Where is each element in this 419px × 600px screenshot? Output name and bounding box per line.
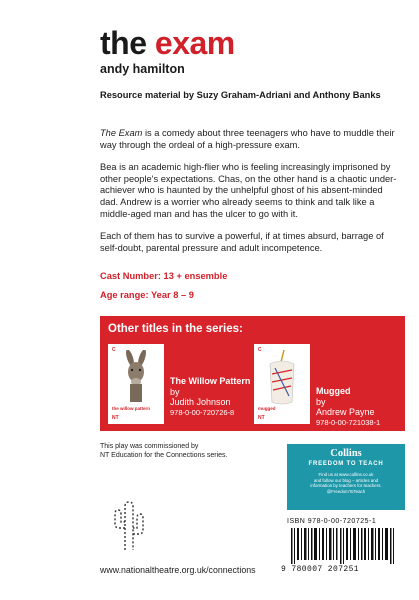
- willow-pattern-cover-title: the willow pattern: [112, 406, 151, 411]
- collins-info-line-4: @FreedomToTeach: [326, 488, 366, 494]
- mugged-cover-title: mugged: [258, 406, 276, 411]
- nt-cactus-logo-icon: [111, 500, 147, 552]
- commission-note: [100, 442, 228, 460]
- nt-logo: NT: [258, 415, 265, 421]
- collins-info: [287, 472, 405, 494]
- collins-info-line-3: information by teachers for teachers.: [310, 483, 382, 489]
- book-author: Judith Johnson: [170, 397, 231, 407]
- collins-info-line-2: and follow our blog – articles and: [313, 477, 379, 483]
- milkshake-cup-icon: [266, 350, 298, 406]
- collins-tagline: FREEDOM TO TEACH: [308, 461, 384, 467]
- website-link[interactable]: www.nationaltheatre.org.uk/connections: [100, 565, 256, 575]
- barcode-digits: 9 780007 207251: [281, 565, 360, 574]
- age-range: Age range: Year 8 – 9: [100, 290, 194, 300]
- series-heading: Other titles in the series:: [108, 323, 243, 335]
- commission-line-2: NT Education for the Connections series.: [100, 452, 228, 459]
- mugged-cover[interactable]: [254, 344, 310, 424]
- book-by: by: [316, 396, 326, 407]
- commission-line-1: This play was commissioned by: [100, 443, 199, 450]
- blurb: [100, 128, 398, 265]
- collins-c-mark: C: [258, 347, 262, 353]
- blurb-paragraph-3: Each of them has to survive a powerful, if at times absurd, barrage of self-doubt, parental pressure and adult incompetence.: [100, 231, 384, 253]
- book-isbn: 978-0-00-720726-8: [170, 407, 235, 417]
- book-by: by: [170, 386, 180, 397]
- collins-logo: Collins: [330, 448, 362, 459]
- willow-pattern-cover[interactable]: [108, 344, 164, 424]
- book-isbn: 978-0-00-721038-1: [316, 417, 381, 427]
- barcode-icon: [291, 528, 401, 564]
- mugged-info: [316, 386, 380, 428]
- book-author: Andrew Payne: [316, 407, 375, 417]
- blurb-paragraph-1: [100, 128, 398, 151]
- willow-pattern-info: [170, 376, 250, 418]
- collins-info-line-1: Find us at www.collins.co.uk: [318, 472, 374, 477]
- isbn-label: ISBN 978-0-00-720725-1: [287, 518, 377, 525]
- play-title: [100, 25, 235, 61]
- title-word-exam: exam: [154, 25, 235, 61]
- blurb-paragraph-2: Bea is an academic high-flier who is feeling increasingly imprisoned by other people's expectations. Chas, on the other hand is a chaotic under-achiever who is haunted by the unhelpful ghost of his absent-minded dad. Andrew is a worrier who already seems to think and talk like a middle-aged man and has the ulcer to go with it.: [100, 162, 397, 219]
- collins-badge[interactable]: [287, 444, 405, 510]
- book-title: The Willow Pattern: [170, 376, 251, 386]
- blurb-play-name: The Exam: [100, 128, 143, 138]
- donkey-icon: [116, 350, 156, 406]
- cast-number: Cast Number: 13 + ensemble: [100, 271, 228, 281]
- title-word-the: the: [100, 25, 147, 61]
- book-title: Mugged: [316, 386, 351, 396]
- resource-credit: Resource material by Suzy Graham-Adriani and Anthony Banks: [100, 90, 381, 100]
- nt-logo: NT: [112, 415, 119, 421]
- collins-c-mark: C: [112, 347, 116, 353]
- author-name: andy hamilton: [100, 62, 185, 76]
- title-block: [100, 25, 235, 76]
- blurb-paragraph-1-text: is a comedy about three teenagers who have to muddle their way through the ordeal of a high-pressure exam.: [100, 128, 395, 150]
- series-panel: [100, 316, 405, 431]
